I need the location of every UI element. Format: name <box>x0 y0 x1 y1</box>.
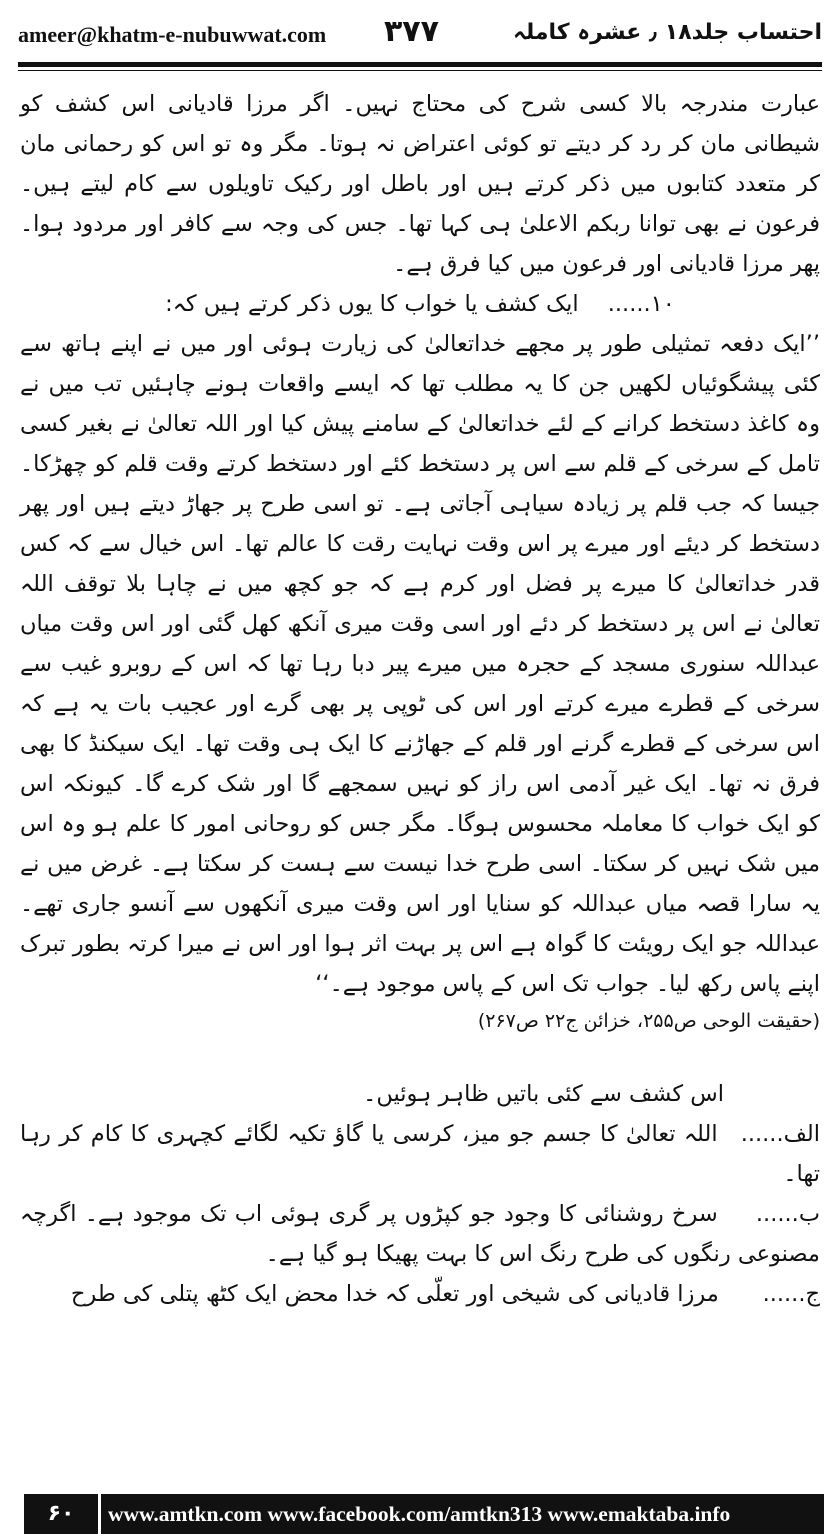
footer-page-number: ۶۰ <box>24 1494 98 1534</box>
page-header <box>0 0 840 62</box>
footer-links: www.amtkn.com www.facebook.com/amtkn313 www.emaktaba.info <box>108 1502 731 1526</box>
list-item <box>20 1114 820 1194</box>
header-rule-thin <box>18 70 822 71</box>
section-heading <box>20 284 820 324</box>
list-marker: الف...... <box>740 1121 821 1147</box>
footer-page-divider <box>24 1494 101 1534</box>
list-item <box>20 1274 820 1314</box>
paragraph-intro: عبارت مندرجہ بالا کسی شرح کی محتاج نہیں۔ اگر مرزا قادیانی اس کشف کو شیطانی مان کر رد کر دیتے تو کوئی اعتراض نہ ہوتا۔ مگر وہ تو اس کو رحمانی مان کر متعدد کتابوں میں ذکر کرتے ہیں اور باطل اور رکیک تاویلوں سے کام لیتے ہیں۔ فرعون نے بھی توانا ربکم الاعلیٰ ہی کہا تھا۔ جس کی وجہ سے کافر اور مردود ہوا۔ پھر مرزا قادیانی اور فرعون میں کیا فرق ہے۔ <box>20 91 820 277</box>
paragraph-summary: اس کشف سے کئی باتیں ظاہر ہوئیں۔ <box>363 1081 724 1107</box>
quoted-passage: ’’ایک دفعہ تمثیلی طور پر مجھے خداتعالیٰ کی زیارت ہوئی اور میں نے اپنے ہاتھ سے کئی پیشگوئیاں لکھیں جن کا یہ مطلب تھا کہ ایسے واقعات ہونے چاہئیں تب میں نے وہ کاغذ دستخط کرانے کے لئے خداتعالیٰ کے سامنے پیش کیا اور اللہ تعالیٰ نے بغیر کسی تامل کے سرخی کے قلم سے اس پر دستخط کئے اور دستخط کرتے وقت قلم کو چھڑکا۔ جیسا کہ جب قلم پر زیادہ سیاہی آجاتی ہے۔ تو اسی طرح پر جھاڑ دیتے ہیں اور پھر دستخط کر دیئے اور میرے پر اس وقت نہایت رقت کا عالم تھا۔ اس خیال سے کہ کس قدر خداتعالیٰ کا میرے پر فضل اور کرم ہے کہ جو کچھ میں نے چاہا بلا توقف اللہ تعالیٰ نے اس پر دستخط کر دئے اور اسی وقت میری آنکھ کھل گئی اور اس وقت میاں عبداللہ سنوری مسجد کے حجرہ میں میرے پیر دبا رہا تھا کہ اس کے روبرو غیب سے سرخی کے قطرے میرے کرتے اور اس کی ٹوپی پر بھی گرے اور عجیب بات یہ ہے کہ اس سرخی کے قطرے گرنے اور قلم کے جھاڑنے کا ایک ہی وقت تھا۔ ایک سیکنڈ کا بھی فرق نہ تھا۔ ایک غیر آدمی اس راز کو نہیں سمجھے گا اور شک کرے گا۔ کیونکہ اس کو ایک خواب کا معاملہ محسوس ہوگا۔ مگر جس کو روحانی امور کا علم ہو وہ اس میں شک نہیں کر سکتا۔ اسی طرح خدا نیست سے ہست کر سکتا ہے۔ غرض میں نے یہ سارا قصہ میاں عبداللہ کو سنایا اور اس وقت میری آنکھوں سے آنسو جاری تھے۔ عبداللہ جو ایک رویئت کا گواہ ہے اس پر بہت اثر ہوا اور اس نے میرا کرتہ بطور تبرک اپنے پاس رکھ لیا۔ جواب تک اس کے پاس موجود ہے۔‘‘ <box>20 331 820 997</box>
section-heading-text: ایک کشف یا خواب کا یوں ذکر کرتے ہیں کہ: <box>165 291 579 317</box>
list-item-text: مرزا قادیانی کی شیخی اور تعلّی کہ خدا محض ایک کٹھ پتلی کی طرح <box>70 1281 719 1307</box>
section-number: ۱۰...... <box>607 291 675 317</box>
list-marker: ب...... <box>755 1201 821 1227</box>
list-marker: ج...... <box>762 1281 820 1307</box>
list-item <box>20 1194 820 1274</box>
header-email: ameer@khatm-e-nubuwwat.com <box>18 22 327 47</box>
list-item-text: سرخ روشنائی کا وجود جو کپڑوں پر گری ہوئی اب تک موجود ہے۔ اگرچہ مصنوعی رنگوں کی طرح رنگ اس کا بہت پھیکا ہو گیا ہے۔ <box>20 1201 820 1267</box>
section-spacer <box>20 1038 820 1074</box>
citation-reference: (حقیقت الوحی ص۲۵۵، خزائن ج۲۲ ص۲۶۷) <box>477 1010 820 1032</box>
header-page-number: ۳۷۷ <box>384 14 439 49</box>
page-footer <box>0 1494 840 1540</box>
page-body <box>20 84 820 1314</box>
list-item-text: اللہ تعالیٰ کا جسم جو میز، کرسی یا گاؤ تکیہ لگائے کچہری کا کام کر رہا تھا۔ <box>20 1121 820 1187</box>
header-book-title: احتساب جلد۱۸ ٫ عشرہ کاملہ <box>513 20 822 45</box>
header-rule-thick <box>18 62 822 67</box>
